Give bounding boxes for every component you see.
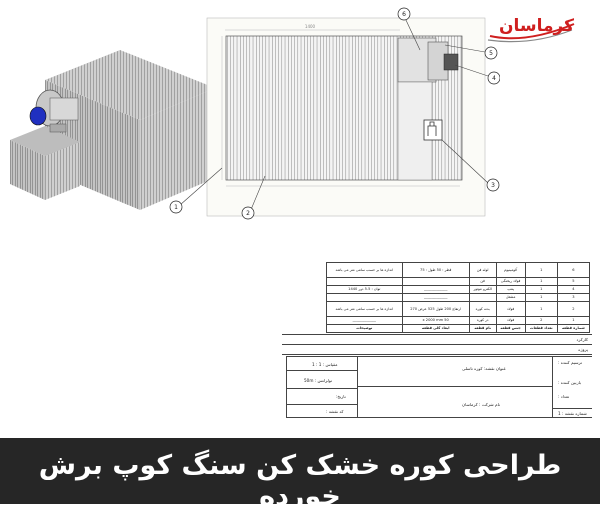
svg-text:4: 4 xyxy=(492,75,496,82)
motor-base xyxy=(50,124,66,132)
callout-2 xyxy=(242,207,254,219)
banner-title: طراحی کوره خشک کن سنگ کوپ برش خورده xyxy=(38,450,562,512)
burner-icon xyxy=(424,120,442,140)
svg-text:6: 6 xyxy=(402,11,406,18)
callout-6 xyxy=(398,8,410,20)
code-label: کد نقشه : xyxy=(326,409,344,414)
company-name: نام شرکت : کرماسان xyxy=(462,402,501,407)
checker-label: بازبین کننده : xyxy=(558,380,582,385)
callout-4 xyxy=(488,72,500,84)
callout-1 xyxy=(170,201,182,213)
tolerance-label: تولرانس : 50m xyxy=(304,378,333,383)
sheet-number: شماره نقشه : 1 xyxy=(558,411,587,416)
motor-icon xyxy=(30,107,46,125)
callout-3 xyxy=(487,179,499,191)
drawing-title: عنوان نقشه: کوره تاسلی xyxy=(462,366,507,371)
scale-label: مقیاس : 1 : 1 xyxy=(312,362,338,367)
dimension-top: 1400 xyxy=(304,24,316,29)
bill-of-materials xyxy=(282,258,592,418)
motor-plan xyxy=(444,54,458,70)
bom-table: اندازه ها بر حسب سانتی متر می باشد قطر : 50 طول : 75 لوله فن آلومینیوم 1 6 فن فولاد ریخنگی 1 5 توان : 5.5 دور 1440 _____________ الکترو موتور پمپ 1 4 _____________ مشعل 1 3 اندازه ها بر حسب سانتی متر می باشد ارتفاع 200 طول 525 عرض 270 بدنه کوره فولاد 1 2 _____________ 50 x 2000 mm در کوره فولاد 2 1 توضیحات ابعاد کلی قطعه نام قطعه جنس قطعه تعداد قطعات شماره قطعه xyxy=(326,262,590,333)
company-logo xyxy=(486,14,578,44)
svg-text:1: 1 xyxy=(174,204,178,211)
count-label: تعداد : xyxy=(558,394,570,399)
svg-text:5: 5 xyxy=(489,50,493,57)
callout-5 xyxy=(485,47,497,59)
title-banner xyxy=(0,438,600,512)
logo-text: کرماسان xyxy=(499,16,574,36)
svg-text:2: 2 xyxy=(246,210,250,217)
drawer-label: ترسیم کننده : xyxy=(558,360,583,365)
plan-view-drawing xyxy=(160,0,500,230)
svg-text:3: 3 xyxy=(491,182,495,189)
remarks-label: کارکرد xyxy=(576,337,588,342)
project-label: پروژه xyxy=(578,347,588,352)
date-label: تاریخ: xyxy=(336,394,346,399)
fan-duct xyxy=(50,98,78,120)
